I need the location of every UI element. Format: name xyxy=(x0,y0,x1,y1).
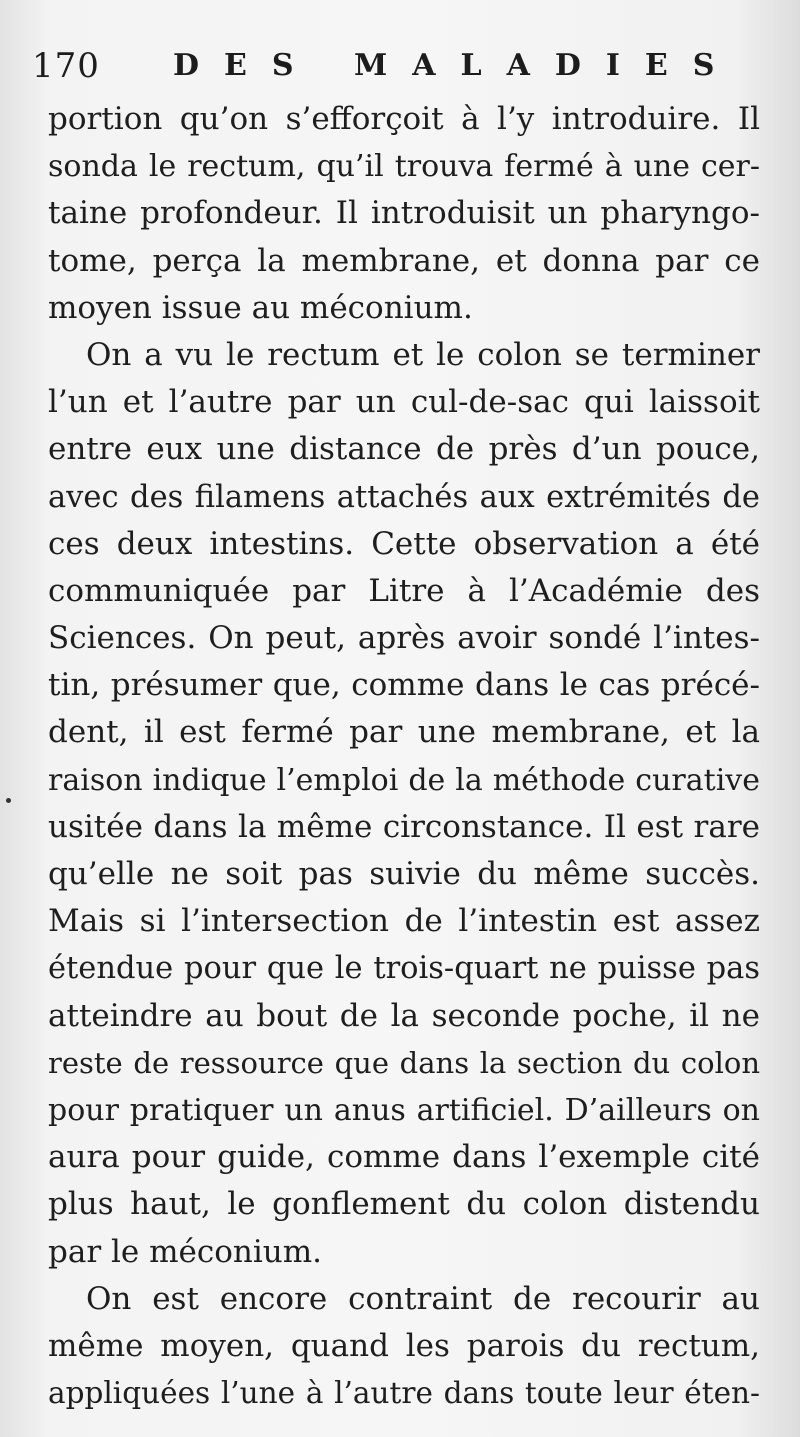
text-line: l’un et l’autre par un cul-de-sac qui laissoit xyxy=(48,384,760,421)
text-line: Mais si l’intersection de l’intestin est assez xyxy=(48,903,760,940)
text-line: pour pratiquer un anus artificiel. D’ailleurs on xyxy=(48,1092,760,1128)
text-line: avec des filamens attachés aux extrémités de xyxy=(48,479,760,515)
text-line: même moyen, quand les parois du rectum, xyxy=(48,1327,760,1364)
text-line: Sciences. On peut, après avoir sondé l’intes- xyxy=(48,620,760,657)
text-line: appliquées l’une à l’autre dans toute leur éten- xyxy=(48,1376,760,1411)
text-line: moyen issue au méconium. xyxy=(48,289,473,326)
text-line: étendue pour que le trois-quart ne puisse pas xyxy=(48,951,760,987)
text-line: atteindre au bout de la seconde poche, il ne xyxy=(48,997,760,1034)
text-line: aura pour guide, comme dans l’exemple cité xyxy=(48,1139,760,1176)
ink-speck xyxy=(6,798,11,803)
text-line: On a vu le rectum et le colon se terminer xyxy=(86,336,760,373)
running-title: DES MALADIES xyxy=(173,48,740,83)
text-line: raison indique l’emploi de la méthode curative xyxy=(48,762,760,798)
text-line: dent, il est fermé par une membrane, et la xyxy=(48,714,760,751)
text-line: On est encore contraint de recourir au xyxy=(86,1280,760,1317)
text-line: qu’elle ne soit pas suivie du même succès. xyxy=(48,856,760,892)
text-line: ces deux intestins. Cette observation a été xyxy=(48,525,760,562)
text-line: sonda le rectum, qu’il trouva fermé à une cer- xyxy=(48,149,760,185)
text-line: reste de ressource que dans la section du colon xyxy=(48,1045,760,1080)
body-text xyxy=(48,96,760,1417)
paragraph-2 xyxy=(48,332,760,1276)
text-line: entre eux une distance de près d’un pouce, xyxy=(48,431,760,468)
text-line: tome, perça la membrane, et donna par ce xyxy=(48,242,760,279)
paragraph-1 xyxy=(48,96,760,332)
text-line: tin, présumer que, comme dans le cas précé- xyxy=(48,667,760,704)
text-line: communiquée par Litre à l’Académie des xyxy=(48,572,760,609)
text-line: usitée dans la même circonstance. Il est rare xyxy=(48,808,760,845)
paragraph-3 xyxy=(48,1276,760,1418)
text-line: plus haut, le gonflement du colon distendu xyxy=(48,1186,760,1223)
text-line: taine profondeur. Il introduisit un pharyngo- xyxy=(48,195,760,232)
text-line: par le méconium. xyxy=(48,1233,322,1270)
page-number: 170 xyxy=(32,46,100,86)
text-line: portion qu’on s’efforçoit à l’y introduire. Il xyxy=(48,101,760,137)
page-header xyxy=(30,42,770,90)
